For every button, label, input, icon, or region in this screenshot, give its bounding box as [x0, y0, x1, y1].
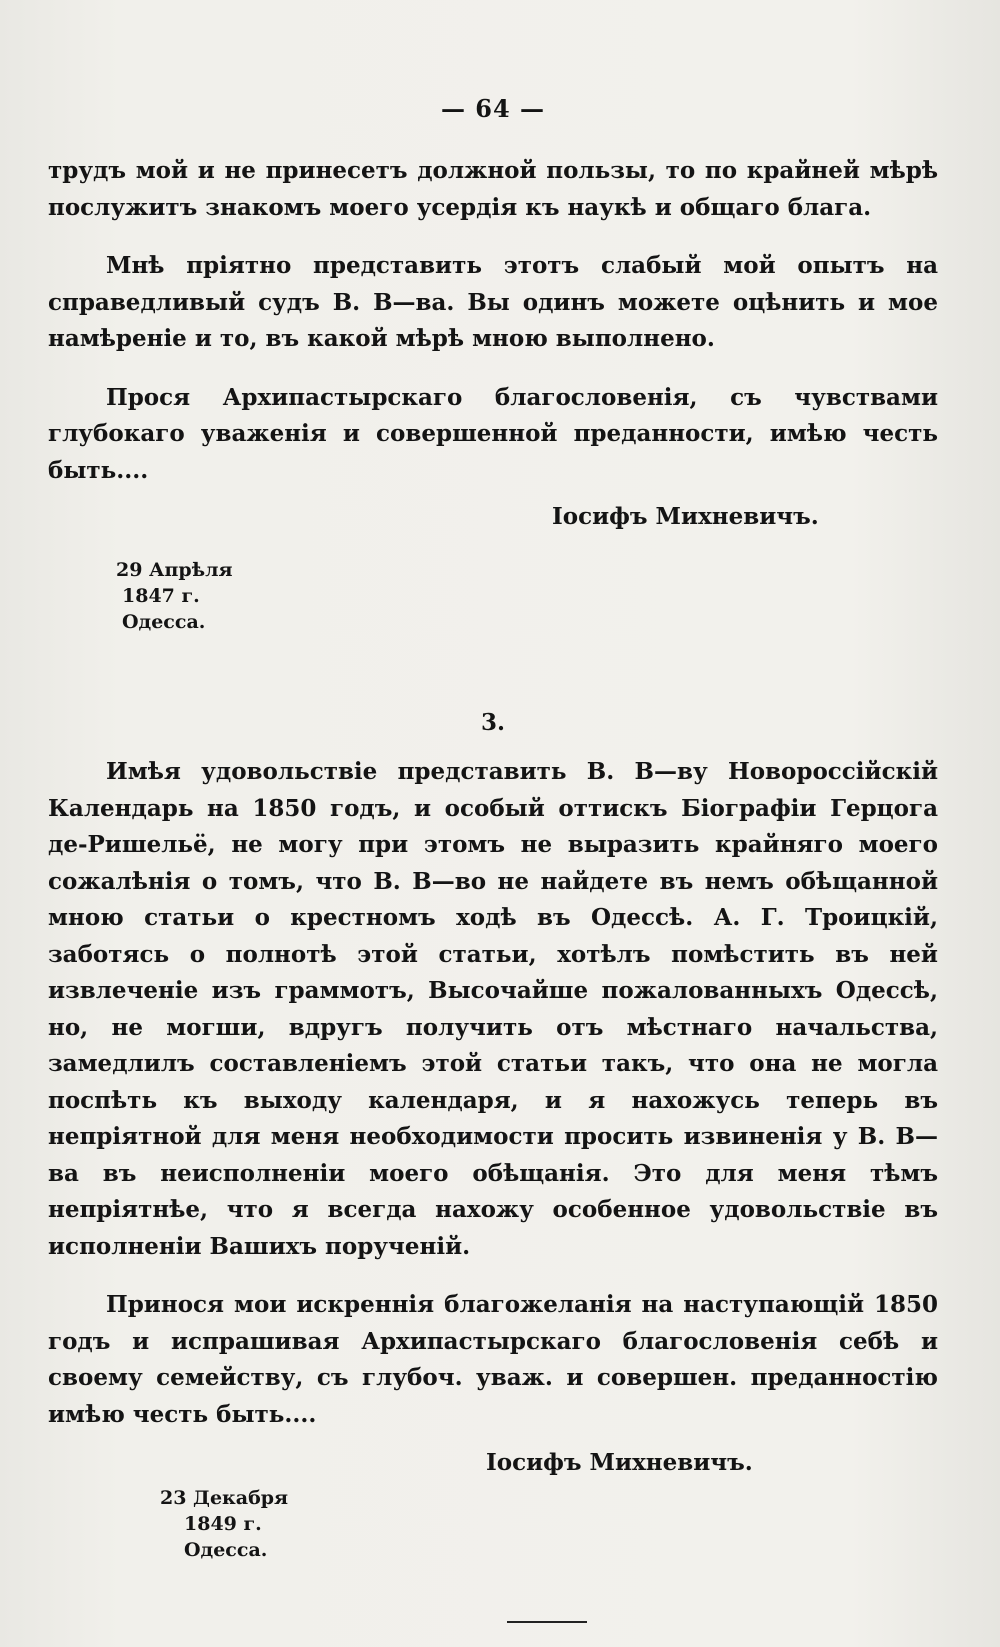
date-1-place: Одесса. [122, 611, 206, 633]
signature-2: Іосифъ Михневичъ. [486, 1449, 753, 1476]
signature-1: Іосифъ Михневичъ. [552, 503, 819, 530]
page-number: — 64 — [440, 94, 546, 123]
date-1-day-month: 29 Апрѣля [116, 559, 233, 581]
paragraph-1: трудъ мой и не принесетъ должной пользы, то по крайней мѣрѣ послужитъ знакомъ моего усердія къ наукѣ и общаго блага. [48, 157, 938, 221]
date-block-2 [48, 1485, 938, 1563]
date-2-day-month: 23 Декабря [160, 1487, 289, 1509]
paragraph-5: Принося мои искреннія благожеланія на наступающій 1850 годъ и испрашивая Архипастырскаго благословенія себѣ и своему семейству, съ глубоч. уваж. и совершен. преданностію имѣю честь быть.... [48, 1291, 938, 1428]
date-block-1 [48, 557, 938, 635]
closing-rule [507, 1621, 587, 1623]
section-number: 3. [480, 709, 505, 736]
date-1-year: 1847 г. [122, 585, 200, 607]
paragraph-4: Имѣя удовольствіе представить В. В—ву Новороссійскій Календарь на 1850 годъ, и особый оттискъ Біографіи Герцога де-Ришельё, не могу при этомъ не выразить крайняго моего сожалѣнія о томъ, что В. В—во не найдете въ немъ обѣщанной мною статьи о крестномъ ходѣ въ Одессѣ. А. Г. Троицкій, заботясь о полнотѣ этой статьи, хотѣлъ помѣстить въ ней извлеченіе изъ граммотъ, Высочайше пожалованныхъ Одессѣ, но, не могши, вдругъ получить отъ мѣстнаго начальства, замедлилъ составленіемъ этой статьи такъ, что она не могла поспѣть къ выходу календаря, и я нахожусь теперь въ непріятной для меня необходимости просить извиненія у В. В—ва въ неисполненіи моего обѣщанія. Это для меня тѣмъ непріятнѣе, что я всегда нахожу особенное удовольствіе въ исполненіи Вашихъ порученій. [48, 758, 938, 1260]
paragraph-3: Прося Архипастырскаго благословенія, съ чувствами глубокаго уваженія и совершенной преданности, имѣю честь быть.... [48, 383, 938, 484]
date-2-place: Одесса. [184, 1539, 268, 1561]
page-content [48, 94, 938, 1563]
paragraph-2: Мнѣ пріятно представить этотъ слабый мой опытъ на справедливый судъ В. В—ва. Вы одинъ можете оцѣнить и мое намѣреніе и то, въ какой мѣрѣ мною выполнено. [48, 252, 938, 352]
date-2-year: 1849 г. [184, 1513, 262, 1535]
